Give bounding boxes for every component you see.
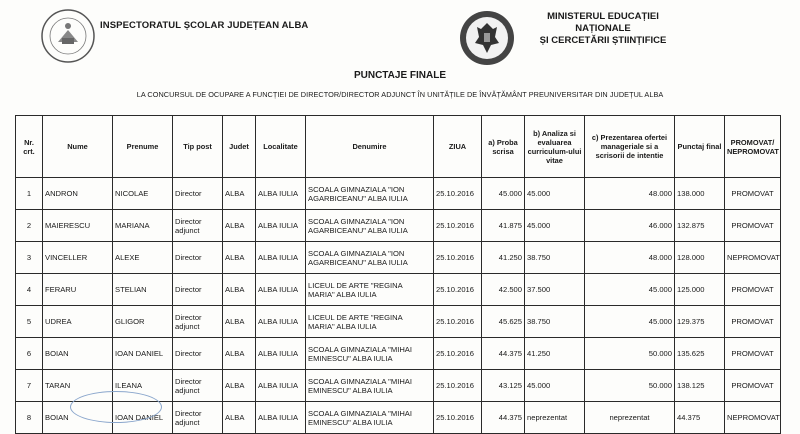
ministry-name-line1: MINISTERUL EDUCAȚIEI NAȚIONALE	[547, 11, 659, 34]
right-institution-title	[528, 11, 678, 47]
cell-localitate: ALBA IULIA	[256, 242, 306, 274]
isj-alba-seal-logo	[38, 8, 98, 64]
cell-denumire: SCOALA GIMNAZIALA "ION AGARBICEANU" ALBA IULIA	[306, 178, 434, 210]
header-localitate: Localitate	[256, 116, 306, 178]
cell-nr: 1	[16, 178, 43, 210]
cell-ziua: 25.10.2016	[434, 370, 482, 402]
cell-nr: 2	[16, 210, 43, 242]
cell-nume: VINCELLER	[43, 242, 113, 274]
cell-nr: 6	[16, 338, 43, 370]
cell-prenume: IOAN DANIEL	[113, 338, 173, 370]
cell-punctaj-final: 132.875	[675, 210, 725, 242]
results-table	[15, 115, 781, 434]
cell-denumire: SCOALA GIMNAZIALA "MIHAI EMINESCU" ALBA IULIA	[306, 338, 434, 370]
cell-nr: 7	[16, 370, 43, 402]
cell-nume: TARAN	[43, 370, 113, 402]
cell-proba-scrisa: 45.000	[482, 178, 525, 210]
cell-tip-post: Director adjunct	[173, 402, 223, 434]
cell-nume: BOIAN	[43, 338, 113, 370]
cell-tip-post: Director adjunct	[173, 210, 223, 242]
cell-prenume: STELIAN	[113, 274, 173, 306]
table-row	[16, 338, 781, 370]
cell-analiza-cv: 41.250	[525, 338, 585, 370]
cell-localitate: ALBA IULIA	[256, 178, 306, 210]
cell-denumire: LICEUL DE ARTE "REGINA MARIA" ALBA IULIA	[306, 274, 434, 306]
document-title: PUNCTAJE FINALE	[353, 70, 447, 81]
cell-nr: 3	[16, 242, 43, 274]
cell-judet: ALBA	[223, 178, 256, 210]
header-denumire: Denumire	[306, 116, 434, 178]
header-tip-post: Tip post	[173, 116, 223, 178]
cell-tip-post: Director	[173, 338, 223, 370]
cell-prenume: ILEANA	[113, 370, 173, 402]
left-institution-title: INSPECTORATUL ȘCOLAR JUDEȚEAN ALBA	[100, 20, 309, 31]
cell-ziua: 25.10.2016	[434, 210, 482, 242]
cell-punctaj-final: 138.000	[675, 178, 725, 210]
cell-denumire: SCOALA GIMNAZIALA "ION AGARBICEANU" ALBA IULIA	[306, 210, 434, 242]
cell-rezultat: PROMOVAT	[725, 210, 781, 242]
cell-judet: ALBA	[223, 210, 256, 242]
cell-punctaj-final: 44.375	[675, 402, 725, 434]
cell-analiza-cv: neprezentat	[525, 402, 585, 434]
cell-localitate: ALBA IULIA	[256, 338, 306, 370]
cell-denumire: LICEUL DE ARTE "REGINA MARIA" ALBA IULIA	[306, 306, 434, 338]
cell-prenume: IOAN DANIEL	[113, 402, 173, 434]
table-header-row	[16, 116, 781, 178]
table-row	[16, 178, 781, 210]
cell-tip-post: Director	[173, 274, 223, 306]
header-judet: Judet	[223, 116, 256, 178]
cell-tip-post: Director adjunct	[173, 370, 223, 402]
cell-denumire: SCOALA GIMNAZIALA "MIHAI EMINESCU" ALBA IULIA	[306, 402, 434, 434]
cell-rezultat: NEPROMOVAT	[725, 402, 781, 434]
header-prezentarea-ofertei: c) Prezentarea ofertei manageriale si a scrisorii de intentie	[585, 116, 675, 178]
cell-analiza-cv: 45.000	[525, 210, 585, 242]
cell-judet: ALBA	[223, 306, 256, 338]
cell-nr: 8	[16, 402, 43, 434]
cell-judet: ALBA	[223, 338, 256, 370]
cell-localitate: ALBA IULIA	[256, 274, 306, 306]
cell-punctaj-final: 129.375	[675, 306, 725, 338]
cell-judet: ALBA	[223, 402, 256, 434]
cell-localitate: ALBA IULIA	[256, 306, 306, 338]
cell-proba-scrisa: 44.375	[482, 338, 525, 370]
document-subtitle: LA CONCURSUL DE OCUPARE A FUNCȚIEI DE DIRECTOR/DIRECTOR ADJUNCT ÎN UNITĂȚILE DE ÎNVĂȚĂMÂNT PREUNIVERSITAR DIN JUDEȚUL ALBA	[136, 90, 664, 99]
cell-denumire: SCOALA GIMNAZIALA "MIHAI EMINESCU" ALBA IULIA	[306, 370, 434, 402]
cell-tip-post: Director	[173, 242, 223, 274]
cell-prenume: MARIANA	[113, 210, 173, 242]
stamp-mark	[70, 391, 162, 423]
cell-nume: MAIERESCU	[43, 210, 113, 242]
cell-tip-post: Director	[173, 178, 223, 210]
cell-analiza-cv: 37.500	[525, 274, 585, 306]
cell-analiza-cv: 38.750	[525, 306, 585, 338]
cell-analiza-cv: 45.000	[525, 178, 585, 210]
cell-nr: 4	[16, 274, 43, 306]
table-row	[16, 306, 781, 338]
cell-punctaj-final: 125.000	[675, 274, 725, 306]
cell-localitate: ALBA IULIA	[256, 402, 306, 434]
cell-proba-scrisa: 43.125	[482, 370, 525, 402]
header-proba-scrisa: a) Proba scrisa	[482, 116, 525, 178]
cell-proba-scrisa: 42.500	[482, 274, 525, 306]
table-row	[16, 242, 781, 274]
cell-localitate: ALBA IULIA	[256, 210, 306, 242]
cell-nume: BOIAN	[43, 402, 113, 434]
cell-prezentare: 45.000	[585, 274, 675, 306]
cell-denumire: SCOALA GIMNAZIALA "ION AGARBICEANU" ALBA IULIA	[306, 242, 434, 274]
cell-ziua: 25.10.2016	[434, 242, 482, 274]
cell-prezentare: 50.000	[585, 370, 675, 402]
cell-ziua: 25.10.2016	[434, 274, 482, 306]
header-ziua: ZIUA	[434, 116, 482, 178]
cell-judet: ALBA	[223, 274, 256, 306]
cell-prezentare: 46.000	[585, 210, 675, 242]
cell-prenume: GLIGOR	[113, 306, 173, 338]
cell-rezultat: PROMOVAT	[725, 370, 781, 402]
header-analiza-cv: b) Analiza si evaluarea curriculum-ului vitae	[525, 116, 585, 178]
cell-localitate: ALBA IULIA	[256, 370, 306, 402]
header-promovat: PROMOVAT/ NEPROMOVAT	[725, 116, 781, 178]
header-nr-crt: Nr. crt.	[16, 116, 43, 178]
cell-ziua: 25.10.2016	[434, 402, 482, 434]
cell-rezultat: PROMOVAT	[725, 338, 781, 370]
table-row	[16, 274, 781, 306]
cell-proba-scrisa: 41.250	[482, 242, 525, 274]
table-row	[16, 210, 781, 242]
cell-proba-scrisa: 44.375	[482, 402, 525, 434]
cell-prenume: NICOLAE	[113, 178, 173, 210]
ministry-name-line2: ȘI CERCETĂRII ȘTIINȚIFICE	[539, 35, 667, 46]
cell-judet: ALBA	[223, 370, 256, 402]
cell-tip-post: Director adjunct	[173, 306, 223, 338]
cell-ziua: 25.10.2016	[434, 338, 482, 370]
cell-prezentare: neprezentat	[585, 402, 675, 434]
cell-rezultat: PROMOVAT	[725, 306, 781, 338]
header-prenume: Prenume	[113, 116, 173, 178]
cell-ziua: 25.10.2016	[434, 306, 482, 338]
cell-punctaj-final: 138.125	[675, 370, 725, 402]
cell-judet: ALBA	[223, 242, 256, 274]
cell-proba-scrisa: 41.875	[482, 210, 525, 242]
cell-prezentare: 45.000	[585, 306, 675, 338]
cell-analiza-cv: 38.750	[525, 242, 585, 274]
header-punctaj-final: Punctaj final	[675, 116, 725, 178]
cell-rezultat: PROMOVAT	[725, 274, 781, 306]
cell-nr: 5	[16, 306, 43, 338]
cell-prezentare: 50.000	[585, 338, 675, 370]
cell-ziua: 25.10.2016	[434, 178, 482, 210]
cell-rezultat: PROMOVAT	[725, 178, 781, 210]
cell-analiza-cv: 45.000	[525, 370, 585, 402]
guvernul-romaniei-seal-logo	[457, 9, 517, 67]
cell-punctaj-final: 128.000	[675, 242, 725, 274]
cell-nume: ANDRON	[43, 178, 113, 210]
cell-punctaj-final: 135.625	[675, 338, 725, 370]
cell-nume: FERARU	[43, 274, 113, 306]
cell-rezultat: NEPROMOVAT	[725, 242, 781, 274]
cell-proba-scrisa: 45.625	[482, 306, 525, 338]
cell-prezentare: 48.000	[585, 242, 675, 274]
cell-prezentare: 48.000	[585, 178, 675, 210]
cell-prenume: ALEXE	[113, 242, 173, 274]
header-nume: Nume	[43, 116, 113, 178]
cell-nume: UDREA	[43, 306, 113, 338]
